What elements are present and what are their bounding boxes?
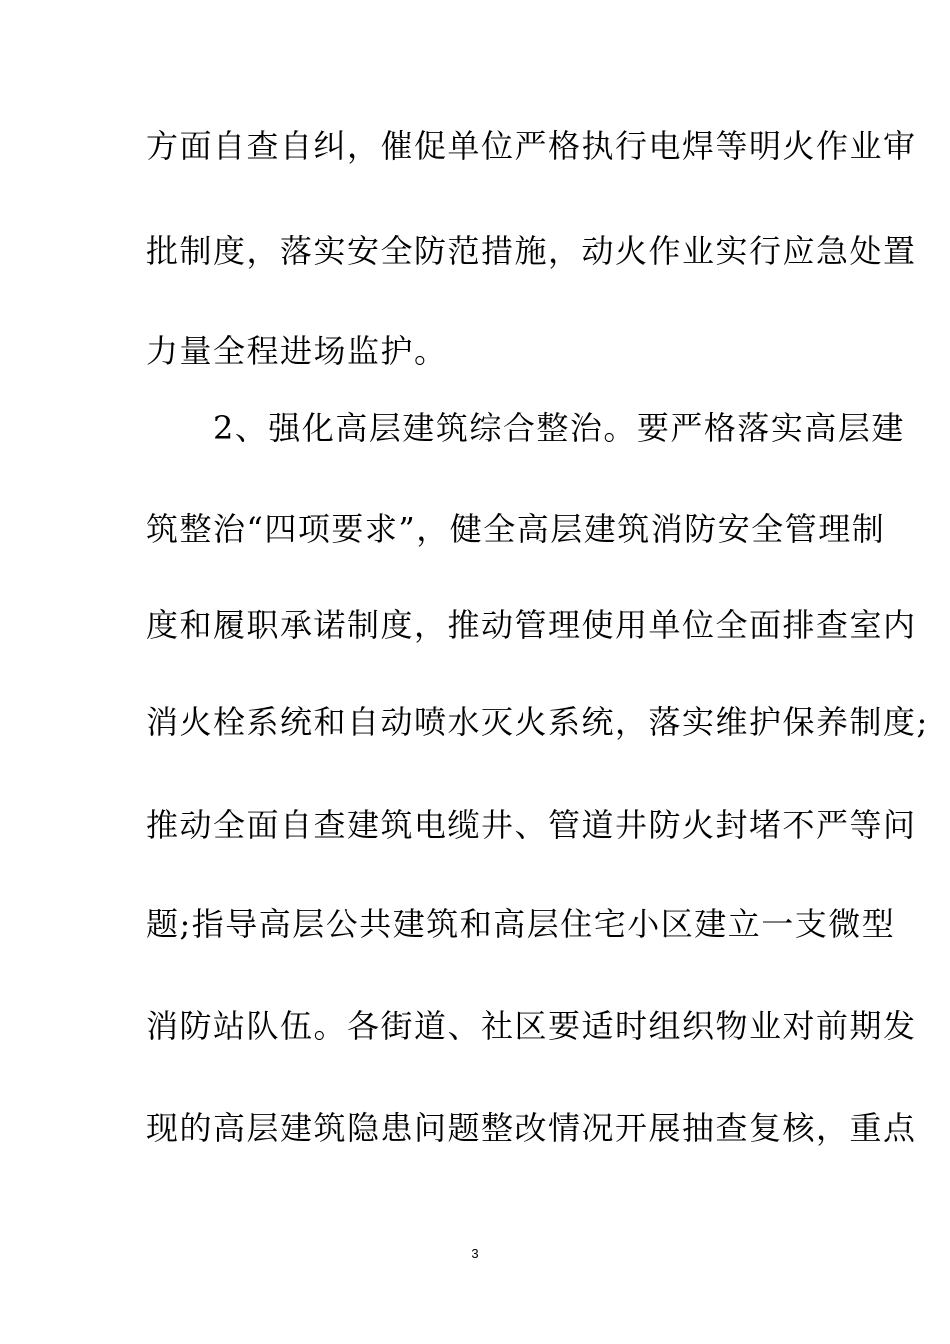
body-text-line: 筑整治“四项要求”，健全高层建筑消防安全管理制	[146, 510, 886, 548]
page-number: 3	[471, 1246, 479, 1261]
paragraph-heading-line: 2、强化高层建筑综合整治。要严格落实高层建	[146, 409, 905, 447]
body-text-line: 力量全程进场监护。	[146, 332, 448, 370]
body-text-line: 方面自查自纠，催促单位严格执行电焊等明火作业审	[146, 127, 917, 165]
body-text-line: 推动全面自查建筑电缆井、管道井防火封堵不严等问	[146, 806, 917, 844]
body-text-line: 消防站队伍。各街道、社区要适时组织物业对前期发	[146, 1007, 917, 1045]
body-text-line: 现的高层建筑隐患问题整改情况开展抽查复核，重点	[146, 1109, 917, 1147]
body-text-line: 度和履职承诺制度，推动管理使用单位全面排查室内	[146, 606, 917, 644]
body-text-line: 批制度，落实安全防范措施，动火作业实行应急处置	[146, 232, 917, 270]
body-text-line: 题;指导高层公共建筑和高层住宅小区建立一支微型	[146, 905, 896, 943]
body-text-line: 消火栓系统和自动喷水灭火系统，落实维护保养制度;	[146, 703, 929, 741]
